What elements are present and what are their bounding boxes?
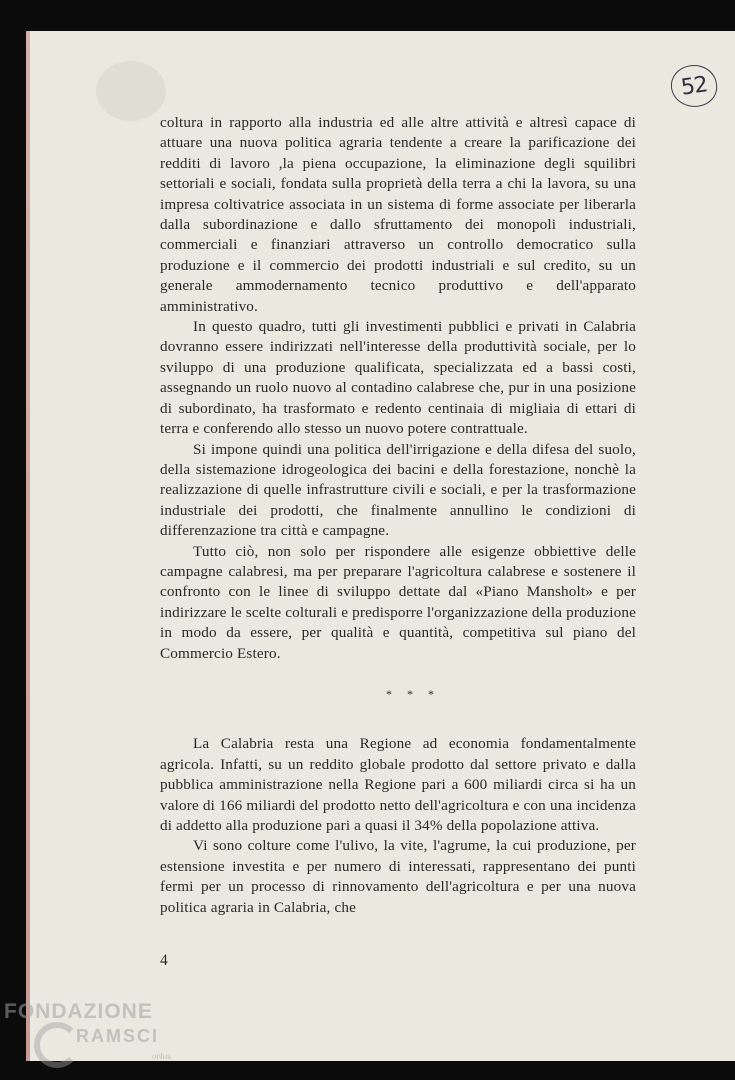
page-number: 4	[160, 952, 168, 969]
document-page	[26, 31, 735, 1061]
paragraph-4: Tutto ciò, non solo per rispondere alle esigenze obbiettive delle campagne calabresi, ma per preparare l'agricoltura calabrese e sostenere il confronto con le linee di sviluppo dettate dal «Piano Mansholt» e per indirizzare le scelte colturali e predisporre l'organizzazione della produzione in modo da essere, per qualità e quantità, competitiva sul piano del Commercio Estero.	[160, 542, 636, 662]
watermark-line2: RAMSCI	[76, 1026, 159, 1046]
watermark-logo	[4, 1000, 204, 1080]
watermark-line1: FONDAZIONE	[4, 1000, 153, 1023]
paper-stain	[96, 61, 166, 121]
paragraph-1: coltura in rapporto alla industria ed alle altre attività e altresì capace di attuare una nuova politica agraria tendente a creare la parificazione dei redditi di lavoro ,la piena occupazione, la eliminazione degli squilibri settoriali e sociali, fondata sulla proprietà della terra a chi la lavora, su una impresa coltivatrice associata in un sistema di forme associate per liberarla dalla subordinazione e dallo sfruttamento dei monopoli industriali, commerciali e finanziari attraverso un controllo democratico sulla produzione e il commercio dei prodotti industriali e sul credito, su un generale ammodernamento tecnico produttivo e dell'apparato amministrativo.	[160, 114, 636, 315]
paragraph-6: Vi sono colture come l'ulivo, la vite, l'agrume, la cui produzione, per estensione investita e per numero di interessati, rappresentano dei punti fermi per un processo di rinnovamento dell'agricoltura e per una nuova politica agraria in Calabria, che	[160, 837, 636, 916]
body-text	[160, 113, 636, 918]
page-edge	[26, 31, 30, 1061]
paragraph-3: Si impone quindi una politica dell'irrigazione e della difesa del suolo, della sistemazione idrogeologica dei bacini e della forestazione, nonchè la realizzazione di quelle infrastrutture civili e sociali, e per la trasformazione industriale dei prodotti, che finalmente annullino le condizioni di differenzazione tra città e campagne.	[160, 440, 636, 540]
paragraph-2: In questo quadro, tutti gli investimenti pubblici e privati in Calabria dovranno essere indirizzati nell'interesse della produttività sociale, per lo sviluppo di una produzione qualificata, specializzata ed a bassi costi, assegnando un ruolo nuovo al contadino calabrese che, pur in una posizione di subordinato, ha trasformato e redento centinaia di migliaia di ettari di terra e conferendo allo stesso un nuovo potere contrattuale.	[160, 318, 636, 438]
handwritten-page-number: 52	[668, 62, 719, 110]
watermark-small: onlus	[152, 1052, 172, 1061]
section-separator: * * *	[386, 686, 440, 701]
paragraph-5: La Calabria resta una Regione ad economia fondamentalmente agricola. Infatti, su un reddito globale prodotto dal settore privato e dalla pubblica amministrazione nella Regione pari a 600 miliardi circa si ha un valore di 166 miliardi del prodotto netto dell'agricoltura e con una incidenza di addetto alla produzione pari a quasi il 34% della popolazione attiva.	[160, 735, 636, 834]
watermark-g-icon	[34, 1022, 80, 1068]
